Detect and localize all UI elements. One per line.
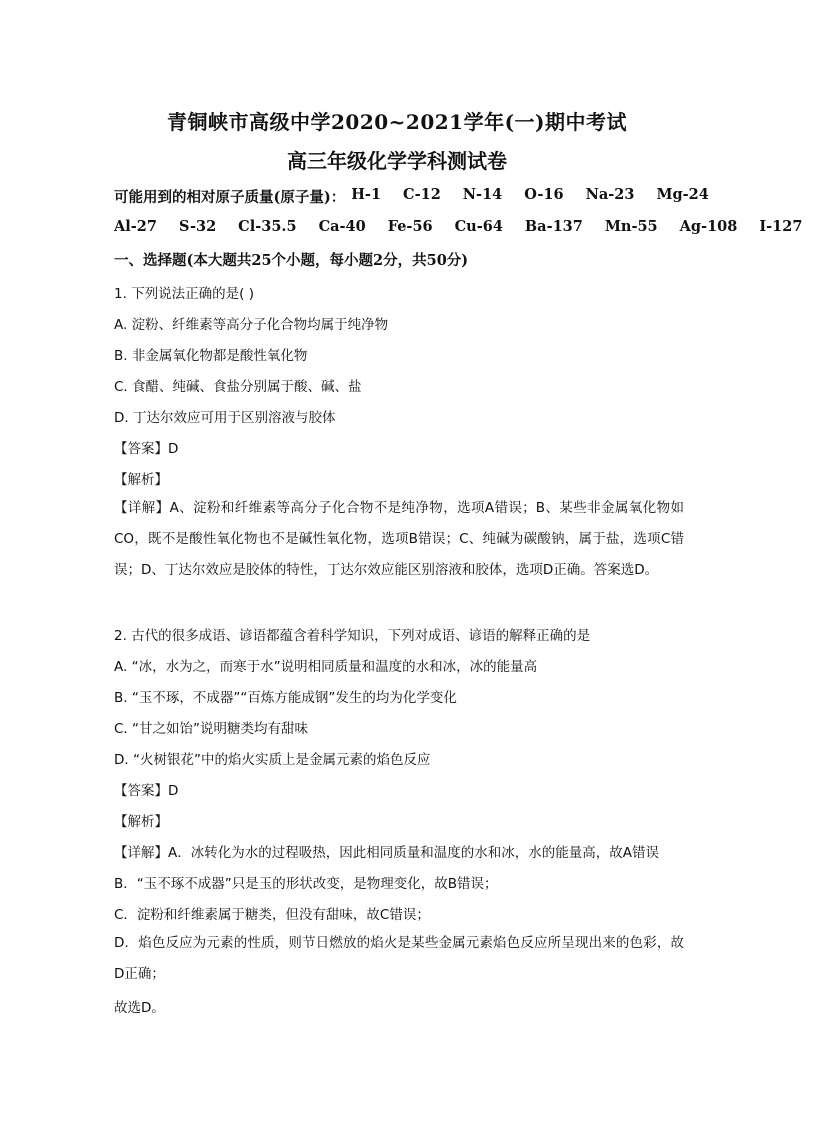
question-1-option-b: B. 非金属氧化物都是酸性氧化物 [114, 348, 308, 364]
atomic-mass-row-2 [114, 218, 824, 235]
question-1-answer: 【答案】D [114, 441, 179, 457]
question-2-detail-d: D．焰色反应为元素的性质，则节日燃放的焰火是某些金属元素焰色反应所呈现出来的色彩，故D正确； [114, 935, 684, 982]
atomic-mass-item: S-32 [178, 218, 217, 235]
atomic-mass-item: Fe-56 [387, 218, 433, 235]
atomic-mass-item: N-14 [462, 186, 503, 203]
exam-title: 青铜峡市高级中学2020~2021学年(一)期中考试 [166, 110, 627, 134]
atomic-mass-item: Ag-108 [679, 218, 738, 235]
question-1-option-c: C. 食醋、纯碱、食盐分别属于酸、碱、盐 [114, 379, 362, 395]
atomic-mass-item: Cu-64 [454, 218, 503, 235]
atomic-mass-item: C-12 [403, 186, 441, 203]
atomic-mass-item: Cl-35.5 [238, 218, 297, 235]
question-2-analysis: 【解析】 [114, 814, 168, 830]
atomic-mass-item: Ca-40 [318, 218, 366, 235]
question-1-analysis: 【解析】 [114, 472, 168, 488]
atomic-mass-item: H-1 [351, 186, 382, 203]
question-2-option-c: C. “甘之如饴”说明糖类均有甜味 [114, 721, 308, 737]
atomic-mass-label: 可能用到的相对原子质量(原子量)： [114, 189, 346, 206]
question-1-stem: 1. 下列说法正确的是( ) [114, 286, 254, 302]
atomic-mass-item: O-16 [524, 186, 564, 203]
atomic-mass-item: Mn-55 [604, 218, 658, 235]
atomic-mass-item: Na-23 [585, 186, 635, 203]
question-1-option-d: D. 丁达尔效应可用于区别溶液与胶体 [114, 410, 336, 426]
question-1-detail: 【详解】A、淀粉和纤维素等高分子化合物不是纯净物，选项A错误；B、某些非金属氧化物如CO，既不是酸性氧化物也不是碱性氧化物，选项B错误；C、纯碱为碳酸钠，属于盐，选项C错误；D、丁达尔效应是胶体的特性，丁达尔效应能区别溶液和胶体，选项D正确。答案选D。 [114, 500, 684, 578]
section-heading: 一、选择题(本大题共25个小题，每小题2分，共50分) [114, 252, 469, 269]
atomic-mass-item: I-127 [759, 218, 803, 235]
atomic-mass-item: Mg-24 [656, 186, 709, 203]
atomic-mass-row-1 [114, 186, 731, 207]
question-2-answer: 【答案】D [114, 783, 179, 799]
question-2-stem: 2. 古代的很多成语、谚语都蕴含着科学知识，下列对成语、谚语的解释正确的是 [114, 628, 591, 644]
question-2-conclusion: 故选D。 [114, 1000, 165, 1016]
question-2-detail-a: 【详解】A．冰转化为水的过程吸热，因此相同质量和温度的水和冰，水的能量高，故A错误 [114, 845, 659, 861]
question-2-detail-c: C．淀粉和纤维素属于糖类，但没有甜味，故C错误； [114, 907, 430, 923]
question-2-detail-b: B．“玉不琢不成器”只是玉的形状改变，是物理变化，故B错误； [114, 876, 498, 892]
exam-subtitle: 高三年级化学学科测试卷 [287, 149, 507, 173]
question-2-option-a: A. “冰，水为之，而寒于水”说明相同质量和温度的水和冰，冰的能量高 [114, 659, 538, 675]
atomic-mass-item: Al-27 [114, 218, 157, 235]
question-2-option-b: B. “玉不琢，不成器”“百炼方能成钢”发生的均为化学变化 [114, 690, 457, 706]
atomic-mass-item: Ba-137 [524, 218, 583, 235]
question-1-option-a: A. 淀粉、纤维素等高分子化合物均属于纯净物 [114, 317, 389, 333]
question-2-option-d: D. “火树银花”中的焰火实质上是金属元素的焰色反应 [114, 752, 431, 768]
